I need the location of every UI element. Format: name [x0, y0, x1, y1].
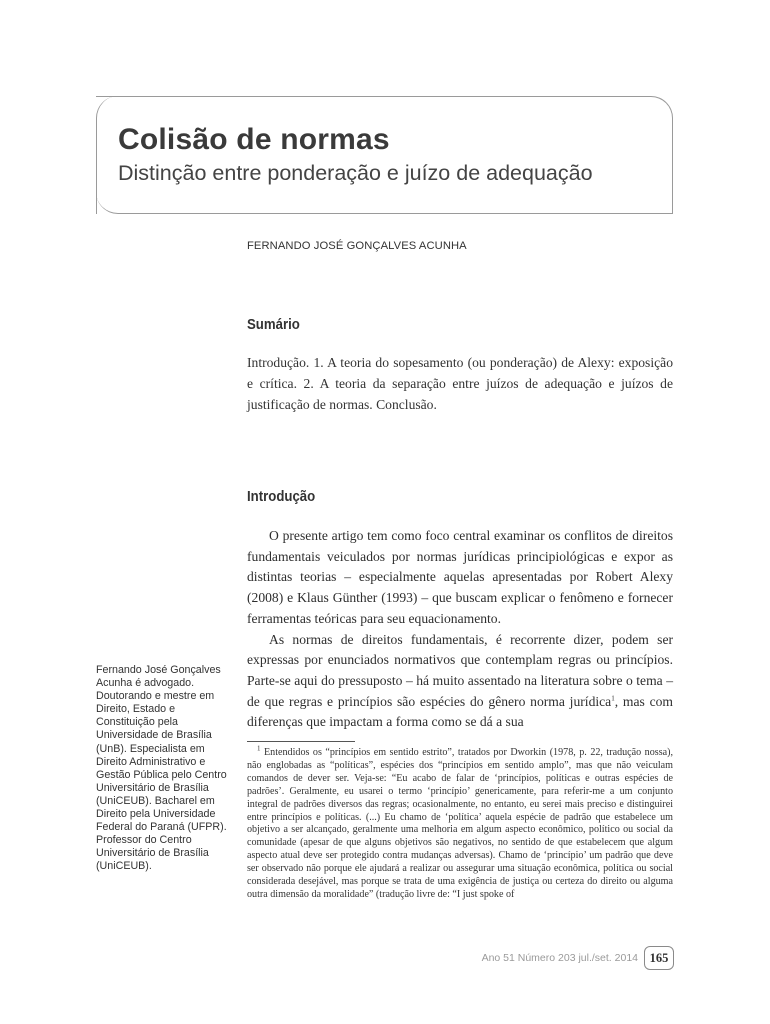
body-paragraph-tail: , mas com diferenças que impactam a forma como se dá a sua	[247, 693, 673, 730]
article-author: FERNANDO JOSÉ GONÇALVES ACUNHA	[247, 240, 467, 252]
footnote-marker: 1	[257, 744, 261, 753]
page-number: 165	[644, 946, 674, 970]
footnote-body	[247, 744, 673, 902]
title-box	[96, 96, 673, 214]
introduction-heading: Introdução	[247, 488, 316, 505]
author-bio: Fernando José Gonçalves Acunha é advogado. Doutorando e mestre em Direito, Estado e Constituição pela Universidade de Brasília (UnB). Especialista em Direito Administrativo e Gestão Pública pelo Centro Universitário de Brasília (UniCEUB). Bacharel em Direito pela Universidade Federal do Paraná (UFPR). Professor do Centro Universitário de Brasília (UniCEUB).	[96, 664, 227, 873]
body-paragraph-text: As normas de direitos fundamentais, é recorrente dizer, podem ser expressas por enunciados normativos que contemplam regras ou princípios. Parte-se aqui do pressuposto – há muito assentado na literatura sobre o tema – de que regras e princípios são espécies do gênero norma jurídica	[247, 631, 673, 709]
article-subtitle: Distinção entre ponderação e juízo de adequação	[118, 161, 593, 185]
summary-heading: Sumário	[247, 316, 300, 333]
summary-text: Introdução. 1. A teoria do sopesamento (ou ponderação) de Alexy: exposição e crítica. 2. A teoria da separação entre juízos de adequação e juízos de justificação de normas. Conclusão.	[247, 355, 673, 412]
footnote-reference[interactable]: 1	[611, 694, 615, 703]
page-footer	[482, 946, 674, 970]
body-paragraph: O presente artigo tem como foco central examinar os conflitos de direitos fundamentais veiculados por normas jurídicas principiológicas e expor as distintas teorias – especialmente aquelas apresentadas por Robert Alexy (2008) e Klaus Günther (1993) – que buscam explicar o fenômeno e fornecer ferramentas teóricas para seu equacionamento.	[247, 528, 673, 626]
introduction-body	[247, 526, 673, 733]
footnote-divider	[247, 741, 355, 742]
footnote	[247, 744, 673, 902]
footnote-text: Entendidos os “princípios em sentido estrito”, tratados por Dworkin (1978, p. 22, tradução nossa), não englobadas as “políticas”, espécies dos “princípios em sentido amplo”, mas que não veiculam comandos de dever ser. Veja-se: “Eu acabo de falar de ‘princípios, políticas e outras espécies de padrões’. Geralmente, eu usarei o termo ‘princípio’ genericamente, para referir-me a um conjunto integral de padrões diversos das regras; ocasionalmente, no entanto, eu serei mais preciso e distinguirei entre princípios e políticas. (...) Eu chamo de ‘política’ aquela espécie de padrão que estabelece um objetivo a ser alcançado, geralmente uma melhoria em algum aspecto econômico, político ou social da comunidade (apesar de que alguns objetivos são negativos, no sentido de que estabelecem que algum aspecto atual deve ser protegido contra mudanças adversas). Chamo de ‘princípio’ um padrão que deve ser observado não porque ele ajudará a realizar ou assegurar uma situação econômica, política ou social considerada desejável, mas porque se trata de uma exigência de justiça ou certeza do direito ou alguma outra dimensão da moralidade” (tradução livre de: “I just spoke of	[247, 747, 673, 900]
article-title: Colisão de normas	[118, 123, 390, 156]
journal-issue-info: Ano 51 Número 203 jul./set. 2014	[481, 952, 638, 964]
body-paragraph	[247, 630, 673, 734]
